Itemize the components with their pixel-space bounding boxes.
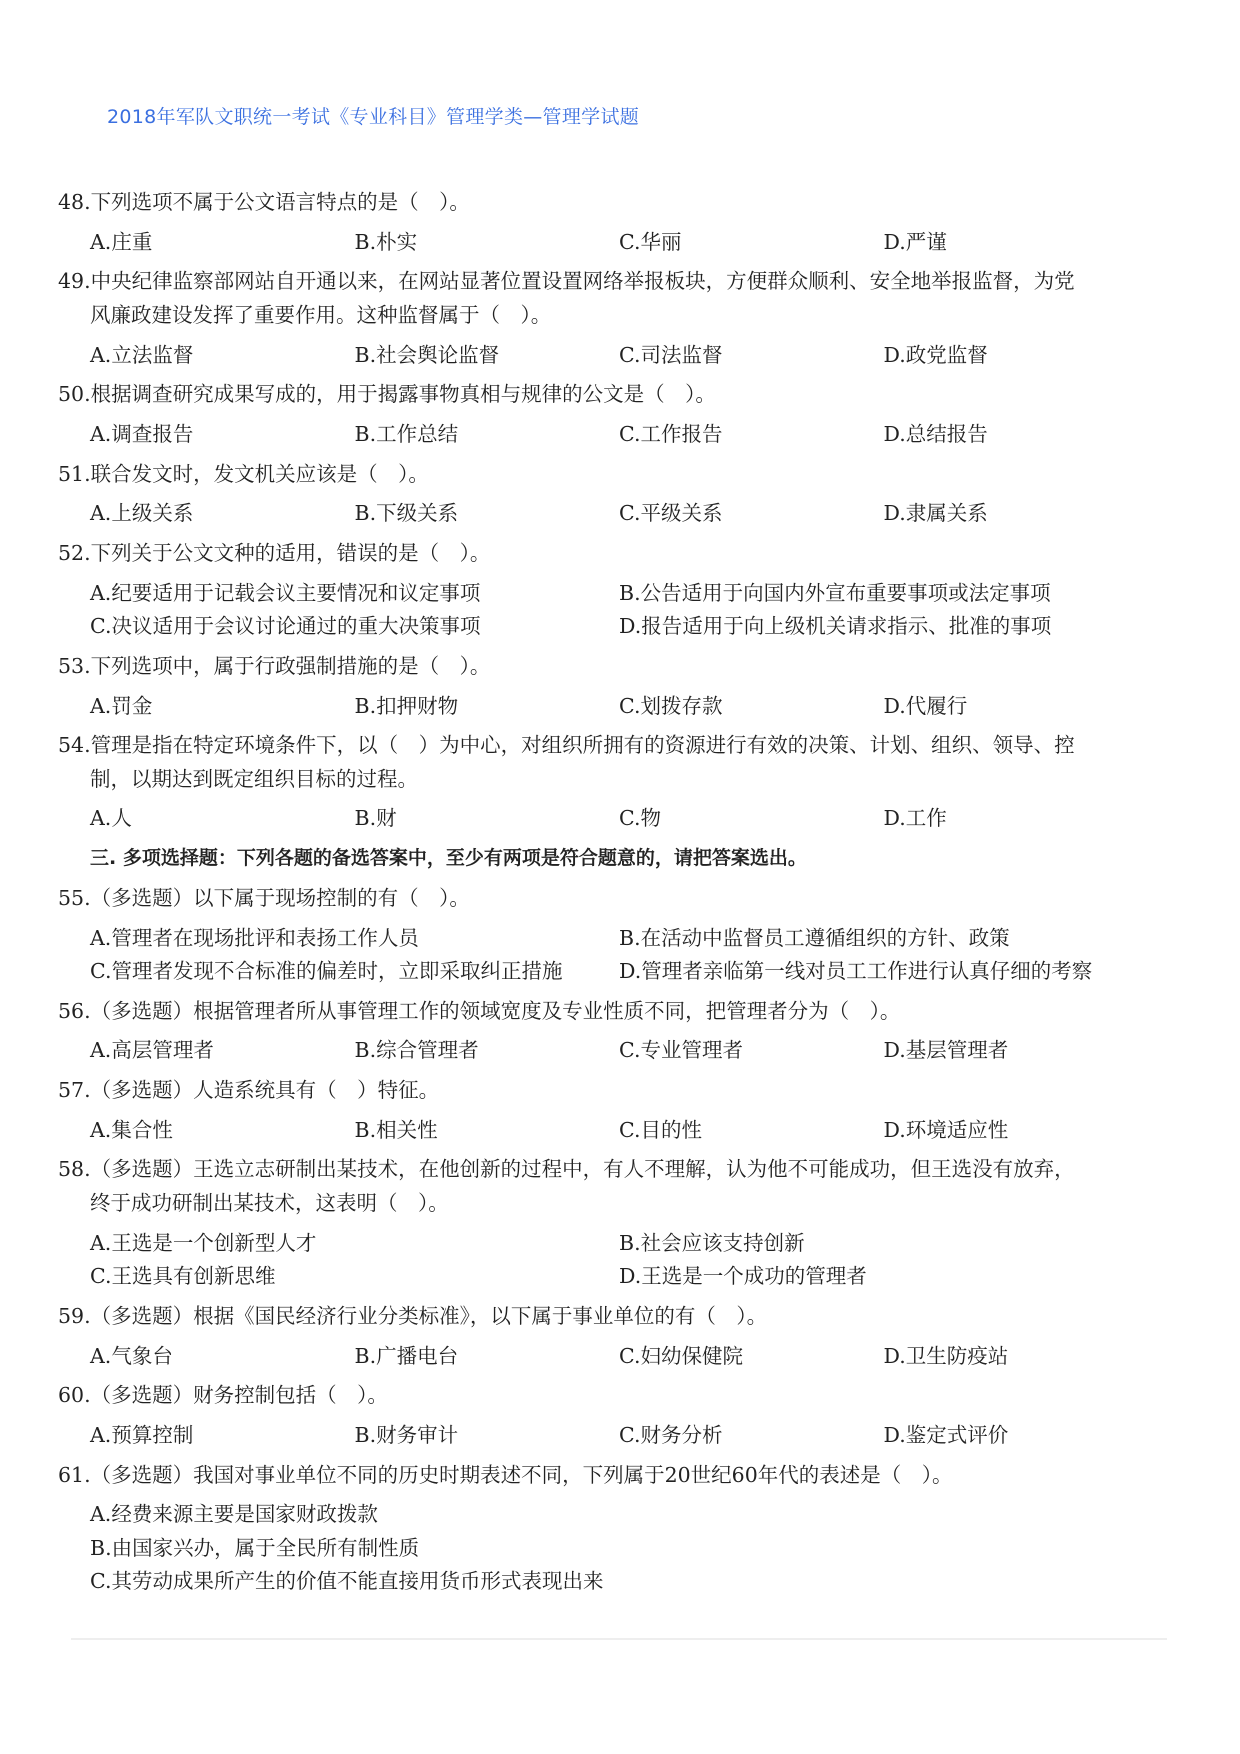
- answer-option: A.经费来源主要是国家财政拨款: [90, 1502, 378, 1527]
- footer-divider: [71, 1638, 1167, 1640]
- answer-option: C.其劳动成果所产生的价值不能直接用货币形式表现出来: [90, 1569, 604, 1594]
- answer-option: D.环境适应性: [883, 1117, 1009, 1142]
- answer-option: C.划拨存款: [619, 693, 723, 718]
- answer-option: B.相关性: [354, 1117, 438, 1142]
- answer-option: A.罚金: [90, 693, 153, 718]
- answer-option: C.华丽: [619, 229, 682, 254]
- question-list: [58, 186, 1148, 1599]
- question-text-line: 55.（多选题）以下属于现场控制的有（ ）。: [58, 885, 470, 910]
- answer-option: D.代履行: [883, 693, 968, 718]
- answer-options: [58, 497, 1148, 531]
- answer-option: D.基层管理者: [883, 1038, 1009, 1063]
- answer-options: [58, 577, 1148, 644]
- question-text-line: 49.中央纪律监察部网站自开通以来，在网站显著位置设置网络举报板块，方便群众顺利、安全地举报监督，为党: [58, 269, 1075, 294]
- question-text-line: 54.管理是指在特定环境条件下，以（ ）为中心，对组织所拥有的资源进行有效的决策、计划、组织、领导、控: [58, 733, 1075, 758]
- answer-option: D.总结报告: [883, 421, 988, 446]
- question-stem: [58, 1153, 1148, 1220]
- question-text-line: 48.下列选项不属于公文语言特点的是（ ）。: [58, 190, 470, 214]
- answer-option: C.物: [619, 806, 661, 831]
- answer-options: [58, 1114, 1148, 1148]
- answer-option: D.管理者亲临第一线对员工工作进行认真仔细的考察: [619, 959, 1093, 983]
- question-text-line: 制，以期达到既定组织目标的过程。: [90, 766, 418, 791]
- answer-option: B.工作总结: [354, 421, 459, 446]
- question-text-line: 终于成功研制出某技术，这表明（ ）。: [90, 1190, 449, 1215]
- answer-option: A.管理者在现场批评和表扬工作人员: [90, 925, 419, 950]
- answer-option: C.目的性: [619, 1117, 702, 1142]
- answer-option: A.立法监督: [90, 342, 194, 367]
- question-stem: [58, 1459, 1148, 1493]
- question-stem: [58, 537, 1148, 571]
- answer-option: B.在活动中监督员工遵循组织的方针、政策: [619, 925, 1010, 950]
- answer-option: C.决议适用于会议讨论通过的重大决策事项: [90, 614, 481, 639]
- question-text-line: 52.下列关于公文文种的适用，错误的是（ ）。: [58, 541, 491, 565]
- answer-option: B.扣押财物: [354, 693, 459, 718]
- question-stem: [58, 995, 1148, 1029]
- question-text-line: 51.联合发文时，发文机关应该是（ ）。: [58, 461, 429, 486]
- answer-option: B.公告适用于向国内外宣布重要事项或法定事项: [619, 580, 1051, 605]
- question-text-line: 56.（多选题）根据管理者所从事管理工作的领域宽度及专业性质不同，把管理者分为（ ）。: [58, 998, 901, 1023]
- answer-option: A.庄重: [90, 229, 153, 254]
- answer-options: [58, 1227, 1148, 1294]
- question-text-line: 53.下列选项中，属于行政强制措施的是（ ）。: [58, 653, 491, 678]
- question-stem: [58, 882, 1148, 916]
- question-stem: [58, 378, 1148, 412]
- answer-option: A.预算控制: [90, 1422, 194, 1447]
- answer-option: B.财: [354, 806, 397, 831]
- answer-options: [58, 226, 1148, 260]
- question-text-line: 风廉政建设发挥了重要作用。这种监督属于（ ）。: [90, 302, 552, 327]
- answer-options: [58, 339, 1148, 373]
- answer-option: C.财务分析: [619, 1422, 723, 1447]
- question-text-line: 50.根据调查研究成果写成的，用于揭露事物真相与规律的公文是（ ）。: [58, 382, 716, 407]
- answer-option: D.鉴定式评价: [883, 1422, 1009, 1447]
- answer-options: [58, 418, 1148, 452]
- answer-options: [58, 690, 1148, 724]
- answer-option: B.社会舆论监督: [354, 342, 500, 367]
- answer-option: B.社会应该支持创新: [619, 1230, 805, 1255]
- answer-option: C.司法监督: [619, 342, 723, 367]
- question-stem: [58, 650, 1148, 684]
- question-stem: [58, 1300, 1148, 1334]
- question-text-line: 61.（多选题）我国对事业单位不同的历史时期表述不同，下列属于20世纪60年代的表述是（ ）。: [58, 1462, 953, 1487]
- answer-options: [58, 1034, 1148, 1068]
- answer-option: A.高层管理者: [90, 1038, 214, 1063]
- question-stem: [58, 729, 1148, 796]
- answer-options: [58, 802, 1148, 836]
- answer-option: C.王选具有创新思维: [90, 1264, 276, 1289]
- answer-option: D.隶属关系: [883, 501, 988, 526]
- answer-option: D.报告适用于向上级机关请求指示、批准的事项: [619, 614, 1052, 639]
- answer-option: B.财务审计: [354, 1422, 459, 1447]
- answer-options: [58, 1419, 1148, 1453]
- answer-option: B.朴实: [354, 229, 418, 254]
- section-heading: 三. 多项选择题：下列各题的备选答案中，至少有两项是符合题意的，请把答案选出。: [90, 847, 807, 870]
- answer-option: B.下级关系: [354, 501, 459, 526]
- answer-option: C.工作报告: [619, 421, 723, 446]
- answer-options: [58, 1340, 1148, 1374]
- answer-option: C.妇幼保健院: [619, 1343, 743, 1368]
- answer-option: A.调查报告: [90, 421, 194, 446]
- answer-option: B.综合管理者: [354, 1038, 479, 1063]
- answer-options: [58, 922, 1148, 989]
- question-stem: [58, 186, 1148, 220]
- answer-option: A.集合性: [90, 1117, 173, 1142]
- answer-option: B.由国家兴办，属于全民所有制性质: [90, 1535, 420, 1560]
- question-text-line: 60.（多选题）财务控制包括（ ）。: [58, 1383, 388, 1408]
- answer-option: D.工作: [883, 806, 947, 831]
- answer-options: [58, 1498, 1148, 1599]
- question-stem: [58, 1074, 1148, 1108]
- answer-option: D.严谨: [883, 229, 947, 254]
- answer-option: C.平级关系: [619, 501, 723, 526]
- answer-option: A.上级关系: [90, 501, 194, 526]
- answer-option: C.管理者发现不合标准的偏差时，立即采取纠正措施: [90, 959, 563, 983]
- question-text-line: 58.（多选题）王选立志研制出某技术，在他创新的过程中，有人不理解，认为他不可能成功，但王选没有放弃，: [58, 1157, 1075, 1182]
- question-text-line: 57.（多选题）人造系统具有（ ）特征。: [58, 1078, 440, 1103]
- answer-option: A.王选是一个创新型人才: [90, 1230, 317, 1255]
- question-text-line: 59.（多选题）根据《国民经济行业分类标准》，以下属于事业单位的有（ ）。: [58, 1303, 768, 1328]
- answer-option: A.气象台: [90, 1343, 173, 1368]
- answer-option: A.人: [90, 806, 132, 831]
- document-title: 2018年军队文职统一考试《专业科目》管理学类—管理学试题: [107, 106, 640, 128]
- answer-option: D.王选是一个成功的管理者: [619, 1264, 867, 1289]
- question-stem: [58, 265, 1148, 332]
- answer-option: C.专业管理者: [619, 1038, 743, 1063]
- answer-option: A.纪要适用于记载会议主要情况和议定事项: [90, 580, 481, 605]
- answer-option: D.卫生防疫站: [883, 1343, 1009, 1368]
- answer-option: D.政党监督: [883, 342, 988, 367]
- question-stem: [58, 458, 1148, 492]
- question-stem: [58, 1379, 1148, 1413]
- answer-option: B.广播电台: [354, 1343, 459, 1368]
